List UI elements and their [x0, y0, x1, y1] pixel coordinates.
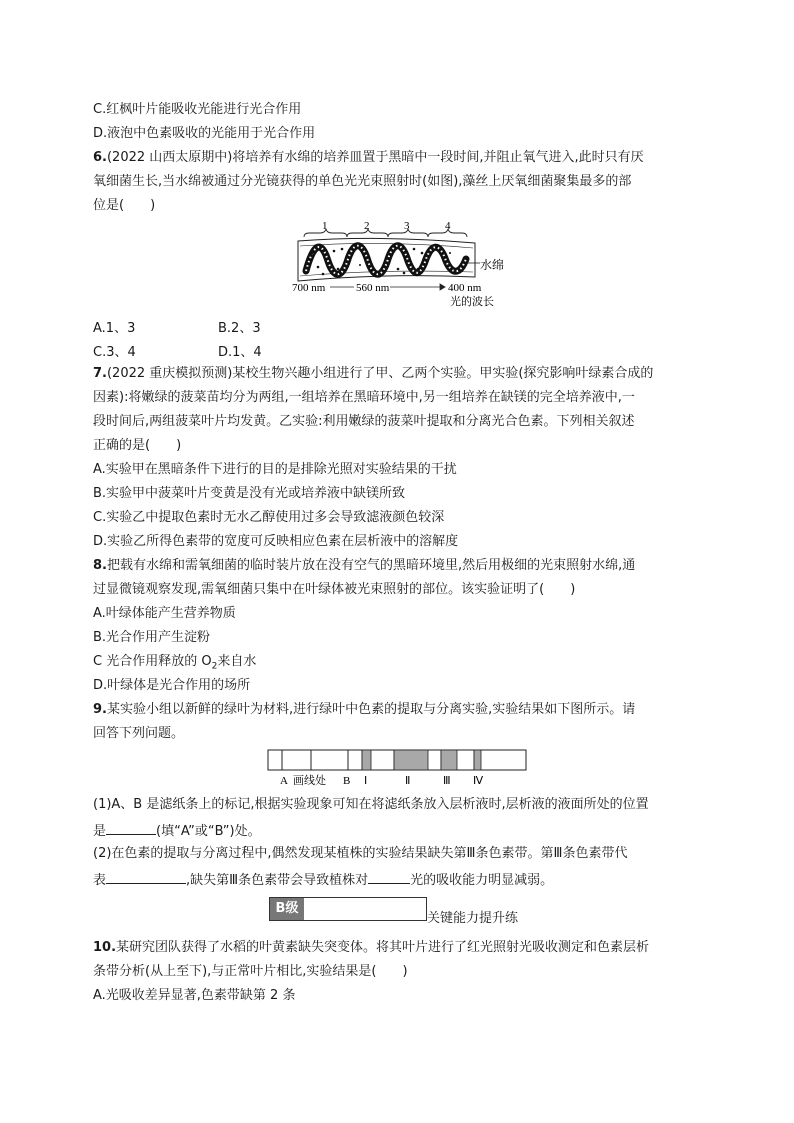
q9-stem-line1	[93, 701, 635, 719]
segment-brackets	[304, 229, 467, 237]
q9-part2-pre: 表	[93, 873, 107, 888]
q7-stem-line4: 正确的是( )	[93, 438, 182, 453]
strip-label-a: A	[280, 775, 288, 787]
q5-option-c: C.红枫叶片能吸收光能进行光合作用	[93, 102, 302, 117]
q6-option-c: C.3、4	[93, 345, 136, 360]
q8-stem-line2: 过显微镜观察发现,需氧细菌只集中在叶绿体被光束照射的部位。该实验证明了( )	[93, 582, 576, 597]
b-level-badge: B级	[270, 898, 304, 920]
q8-text-1: 把载有水绵和需氧细菌的临时装片放在没有空气的黑暗环境里,然后用极细的光束照射水绵,通	[106, 558, 636, 573]
q6-option-b: B.2、3	[218, 321, 261, 336]
strip-label-ii: Ⅱ	[405, 775, 411, 787]
q8-option-c-pre: C 光合作用释放的 O	[93, 654, 212, 669]
q6-stem-line3: 位是( )	[93, 198, 156, 213]
q8-option-c-post: 来自水	[217, 654, 257, 669]
q6-stem-line1	[93, 149, 644, 167]
segment-label-4: 4	[445, 220, 451, 232]
q8-option-c-sub: 2	[211, 661, 218, 672]
segment-label-1: 1	[322, 220, 328, 232]
q6-number: 6.	[93, 150, 107, 165]
q9-answer-blank-3[interactable]	[368, 869, 410, 884]
wavelength-560: 560 nm	[356, 282, 390, 294]
q7-option-d: D.实验乙所得色素带的宽度可反映相应色素在层析液中的溶解度	[93, 534, 459, 549]
wavelength-700: 700 nm	[292, 282, 326, 294]
q9-part1-pre: 是	[93, 824, 107, 839]
spirogyra-figure	[290, 219, 520, 314]
q7-option-b: B.实验甲中菠菜叶片变黄是没有光或培养液中缺镁所致	[93, 486, 406, 501]
q8-number: 8.	[93, 558, 107, 573]
q7-stem-line3: 段时间后,两组菠菜叶片均发黄。乙实验:利用嫩绿的菠菜叶提取和分离光合色素。下列相关叙述	[93, 414, 635, 429]
pigment-band-2	[394, 750, 428, 770]
q9-answer-blank-2[interactable]	[106, 869, 186, 884]
strip-label-iv: Ⅳ	[473, 775, 484, 787]
q7-option-a: A.实验甲在黑暗条件下进行的目的是排除光照对实验结果的干扰	[93, 462, 457, 477]
q10-stem-line2: 条带分析(从上至下),与正常叶片相比,实验结果是( )	[93, 964, 408, 979]
q8-option-a: A.叶绿体能产生营养物质	[93, 606, 236, 621]
spirogyra-filament	[298, 238, 475, 281]
q6-option-d: D.1、4	[218, 345, 262, 360]
q8-stem-line1	[93, 557, 635, 575]
q9-number: 9.	[93, 702, 107, 717]
b-level-title: 关键能力提升练	[427, 911, 519, 926]
q9-part1-line1: (1)A、B 是滤纸条上的标记,根据实验现象可知在将滤纸条放入层析液时,层析液的液面所处的位置	[93, 797, 649, 812]
spirogyra-label: 水绵	[480, 258, 505, 272]
wavelength-caption: 光的波长	[450, 295, 494, 308]
q9-part2-line1: (2)在色素的提取与分离过程中,偶然发现某植株的实验结果缺失第Ⅲ条色素带。第Ⅲ条色素带代	[93, 846, 628, 861]
q9-text-1: 某实验小组以新鲜的绿叶为材料,进行绿叶中色素的提取与分离实验,实验结果如下图所示。请	[106, 702, 636, 717]
wavelength-400: 400 nm	[448, 282, 482, 294]
q7-stem-line2: 因素):将嫩绿的菠菜苗均分为两组,一组培养在黑暗环境中,另一组培养在缺镁的完全培养液中,一	[93, 390, 635, 405]
q6-text-1: (2022 山西太原期中)将培养有水绵的培养皿置于黑暗中一段时间,并阻止氧气进入,此时只有厌	[106, 150, 644, 165]
q7-text-1: (2022 重庆模拟预测)某校生物兴趣小组进行了甲、乙两个实验。甲实验(探究影响叶绿素合成的	[106, 366, 654, 381]
q9-answer-blank-1[interactable]	[106, 820, 156, 835]
strip-label-iii: Ⅲ	[443, 775, 451, 787]
q5-option-d: D.液泡中色素吸收的光能用于光合作用	[93, 126, 316, 141]
q9-part2-line2	[93, 869, 553, 890]
q7-number: 7.	[93, 366, 107, 381]
q9-part1-post: (填“A”或“B”)处。	[156, 824, 261, 839]
chromatography-strip-figure	[266, 748, 530, 788]
strip-label-i: Ⅰ	[364, 775, 368, 787]
q8-option-b: B.光合作用产生淀粉	[93, 630, 211, 645]
q6-option-a: A.1、3	[93, 321, 136, 336]
q9-stem-line2: 回答下列问题。	[93, 726, 185, 741]
q10-stem-line1	[93, 939, 649, 957]
b-level-header-box	[269, 897, 427, 921]
q8-option-c	[93, 653, 256, 676]
segment-label-2: 2	[364, 220, 370, 232]
pigment-band-4	[474, 750, 481, 770]
q6-stem-line2: 氧细菌生长,当水绵被通过分光镜获得的单色光光束照射时(如图),藻丝上厌氧细菌聚集最多的部	[93, 174, 632, 189]
pigment-band-1	[362, 750, 371, 770]
q9-part2-post: 光的吸收能力明显减弱。	[410, 873, 554, 888]
q7-option-c: C.实验乙中提取色素时无水乙醇使用过多会导致滤液颜色较深	[93, 510, 445, 525]
q9-part1-line2	[93, 820, 261, 841]
strip-label-b: B	[343, 775, 351, 787]
q9-part2-mid: ,缺失第Ⅲ条色素带会导致植株对	[186, 873, 369, 888]
strip-label-line: 画线处	[293, 774, 326, 787]
q10-text-1: 某研究团队获得了水稻的叶黄素缺失突变体。将其叶片进行了红光照射光吸收测定和色素层析	[116, 940, 650, 955]
q7-stem-line1	[93, 365, 653, 383]
q10-number: 10.	[93, 940, 117, 955]
pigment-band-3	[441, 750, 457, 770]
q8-option-d: D.叶绿体是光合作用的场所	[93, 678, 251, 693]
q10-option-a: A.光吸收差异显著,色素带缺第 2 条	[93, 988, 296, 1003]
segment-label-3: 3	[404, 220, 410, 232]
